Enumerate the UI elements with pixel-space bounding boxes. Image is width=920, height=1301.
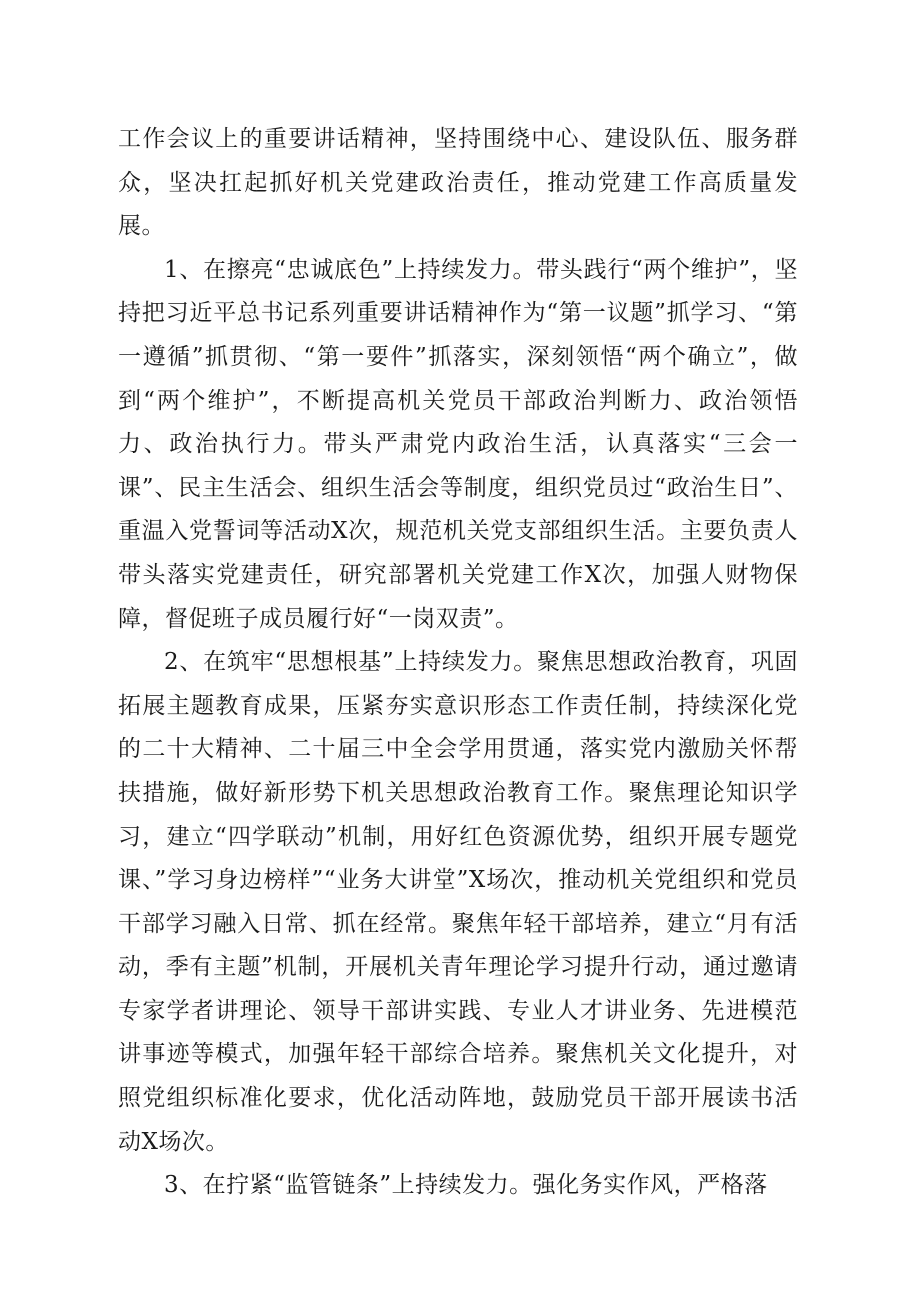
document-body — [118, 118, 798, 1208]
paragraph-continuation: 工作会议上的重要讲话精神，坚持围绕中心、建设队伍、服务群众，坚决扛起抓好机关党建政治责任，推动党建工作高质量发展。 — [118, 126, 798, 240]
paragraph-item-2: 2、在筑牢“思想根基”上持续发力。聚焦思想政治教育，巩固拓展主题教育成果，压紧夯实意识形态工作责任制，持续深化党的二十大精神、二十届三中全会学用贯通，落实党内激励关怀帮扶措施，做好新形势下机关思想政治教育工作。聚焦理论知识学习，建立“四学联动”机制，用好红色资源优势，组织开展专题党课、”学习身边榜样”“业务大讲堂”X场次，推动机关党组织和党员干部学习融入日常、抓在经常。聚焦年轻干部培养，建立“月有活动，季有主题”机制，开展机关青年理论学习提升行动，通过邀请专家学者讲理论、领导干部讲实践、专业人才讲业务、先进模范讲事迹等模式，加强年轻干部综合培养。聚焦机关文化提升，对照党组织标准化要求，优化活动阵地，鼓励党员干部开展读书活动X场次。 — [118, 649, 798, 1155]
paragraph-item-3: 3、在拧紧“监管链条”上持续发力。强化务实作风，严格落 — [164, 1172, 768, 1199]
paragraph-item-1: 1、在擦亮“忠诚底色”上持续发力。带头践行“两个维护”，坚持把习近平总书记系列重要讲话精神作为“第一议题”抓学习、“第一遵循”抓贯彻、“第一要件”抓落实，深刻领悟“两个确立”，做到“两个维护”，不断提高机关党员干部政治判断力、政治领悟力、政治执行力。带头严肃党内政治生活，认真落实“三会一课”、民主生活会、组织生活会等制度，组织党员过“政治生日”、重温入党誓词等活动X次，规范机关党支部组织生活。主要负责人带头落实党建责任，研究部署机关党建工作X次，加强人财物保障，督促班子成员履行好“一岗双责”。 — [118, 256, 798, 632]
